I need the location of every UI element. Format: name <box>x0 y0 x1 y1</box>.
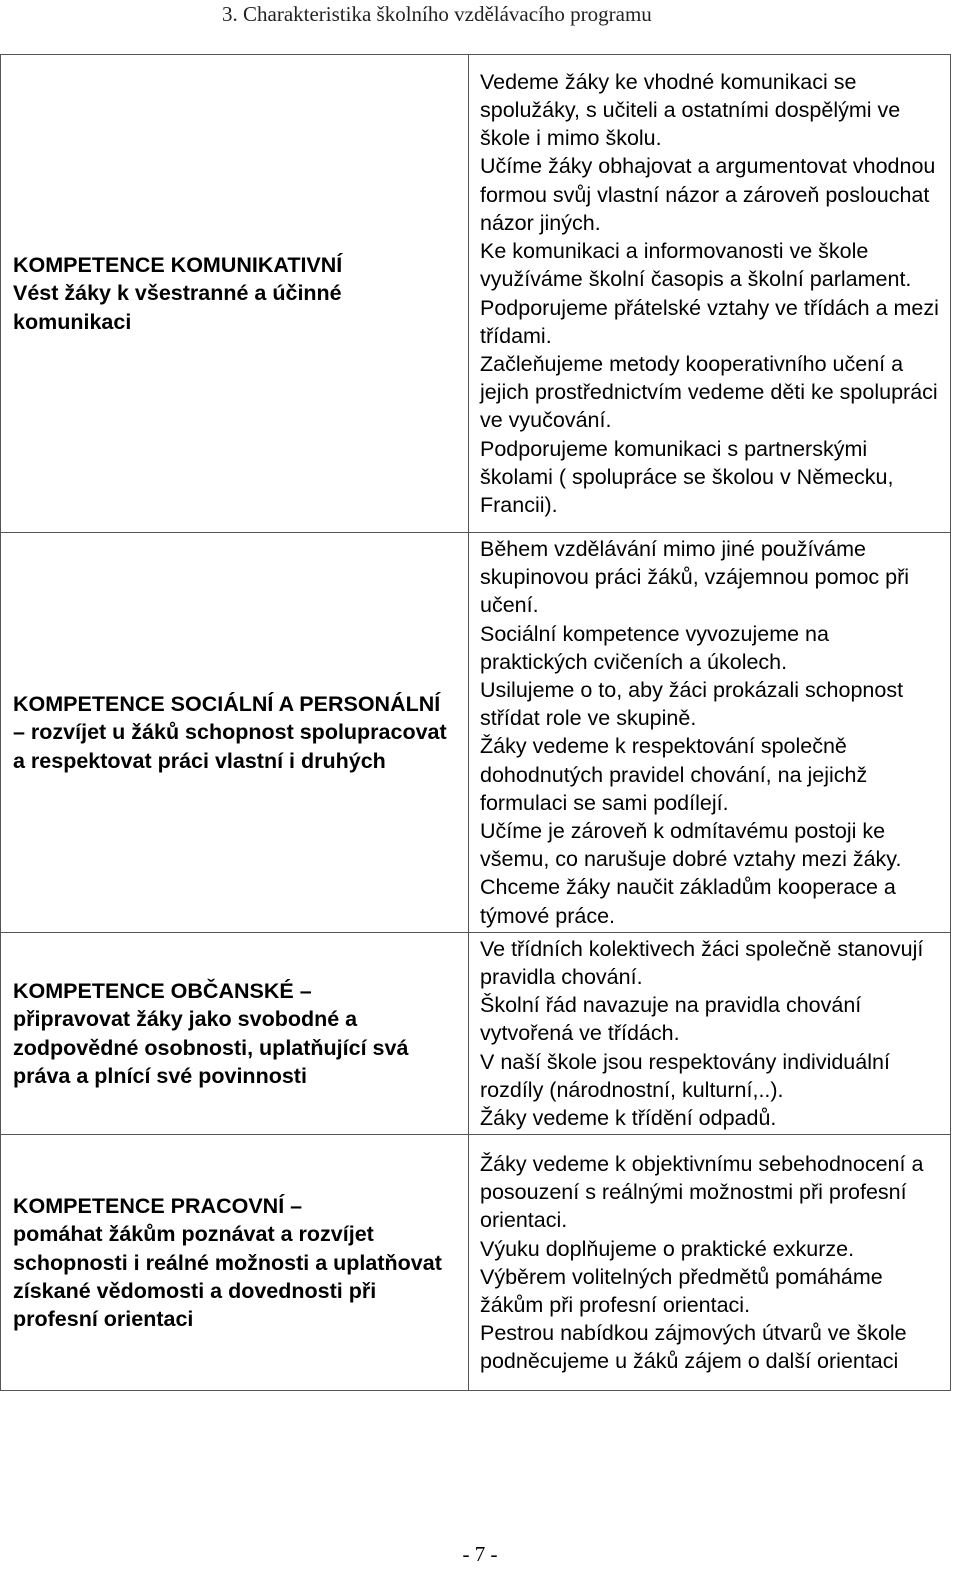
strategy-sentence: Během vzdělávání mimo jiné používáme skupinovou práci žáků, vzájemnou pomoc při učení. <box>480 537 910 618</box>
competence-heading-cell <box>1 533 469 933</box>
table-row <box>1 1135 951 1391</box>
table-row <box>1 533 951 933</box>
strategy-cell <box>469 533 951 933</box>
strategy-sentence: Učíme je zároveň k odmítavému postoji ke všemu, co narušuje dobré vztahy mezi žáky. <box>480 819 902 872</box>
competence-title: KOMPETENCE OBČANSKÉ – <box>13 979 312 1004</box>
strategy-sentence: Začleňujeme metody kooperativního učení a jejich prostřednictvím vedeme děti ke spolupráci ve vyučování. <box>480 351 938 433</box>
competence-title: KOMPETENCE PRACOVNÍ – <box>13 1194 303 1219</box>
competence-title: KOMPETENCE KOMUNIKATIVNÍ <box>13 253 343 278</box>
table-row <box>1 55 951 533</box>
strategy-sentence: Sociální kompetence vyvozujeme na praktických cvičeních a úkolech. <box>480 621 829 674</box>
strategy-sentence: Usilujeme o to, aby žáci prokázali schopnost střídat role ve skupině. <box>480 678 904 731</box>
strategy-sentence: V naší škole jsou respektovány individuální rozdíly (národnostní, kulturní,..). <box>480 1049 890 1102</box>
competence-title: KOMPETENCE SOCIÁLNÍ A PERSONÁLNÍ <box>13 692 441 717</box>
page-number: - 7 - <box>462 1542 498 1566</box>
competence-heading-cell <box>1 55 469 533</box>
strategy-sentence: Žáky vedeme k respektování společně dohodnutých pravidel chování, na jejichž formulaci se sami podílejí. <box>480 734 868 815</box>
competence-description: připravovat žáky jako svobodné a zodpovědné osobnosti, uplatňující svá práva a plnící své povinnosti <box>13 1007 409 1088</box>
competence-heading-cell <box>1 932 469 1134</box>
strategy-sentence: Výuku doplňujeme o praktické exkurze. <box>480 1236 855 1261</box>
strategy-sentence: Žáky vedeme k třídění odpadů. <box>480 1106 777 1131</box>
strategy-sentence: Výběrem volitelných předmětů pomáháme žákům při profesní orientaci. <box>480 1264 883 1317</box>
competence-heading-cell <box>1 1135 469 1391</box>
strategy-sentence: Žáky vedeme k objektivnímu sebehodnocení a posouzení s reálnými možnostmi při profesní orientaci. <box>480 1151 924 1233</box>
strategy-sentence: Chceme žáky naučit základům kooperace a týmové práce. <box>480 875 896 928</box>
strategy-sentence: Školní řád navazuje na pravidla chování vytvořená ve třídách. <box>480 993 862 1046</box>
competence-table <box>0 54 951 1391</box>
table-row <box>1 932 951 1134</box>
competence-description: pomáhat žákům poznávat a rozvíjet schopnosti i reálné možnosti a uplatňovat získané vědomosti a dovednosti při profesní orientaci <box>13 1222 442 1332</box>
strategy-sentence: Podporujeme komunikaci s partnerskými školami ( spolupráce se školou v Německu, Francii). <box>480 436 894 517</box>
running-header: 3. Charakteristika školního vzdělávacího programu <box>222 2 652 26</box>
strategy-sentence: Učíme žáky obhajovat a argumentovat vhodnou formou svůj vlastní názor a zároveň poslouchat názor jiných. <box>480 154 936 235</box>
competence-title-with-description <box>13 690 456 775</box>
strategy-sentence: Pestrou nabídkou zájmových útvarů ve škole podněcujeme u žáků zájem o další orientaci <box>480 1321 907 1374</box>
strategy-sentence: Podporujeme přátelské vztahy ve třídách a mezi třídami. <box>480 295 939 348</box>
strategy-sentence: Ke komunikaci a informovanosti ve škole využíváme školní časopis a školní parlament. <box>480 239 912 292</box>
strategy-cell <box>469 1135 951 1391</box>
strategy-cell <box>469 932 951 1134</box>
strategy-sentence: Vedeme žáky ke vhodné komunikaci se spolužáky, s učiteli a ostatními dospělými ve škole i mimo školu. <box>480 69 901 151</box>
competence-description: – rozvíjet u žáků schopnost spolupracovat a respektovat práci vlastní i druhých <box>13 720 447 773</box>
strategy-cell <box>469 55 951 533</box>
competence-description: Vést žáky k všestranné a účinné komunikaci <box>13 281 342 334</box>
strategy-sentence: Ve třídních kolektivech žáci společně stanovují pravidla chování. <box>480 936 924 990</box>
